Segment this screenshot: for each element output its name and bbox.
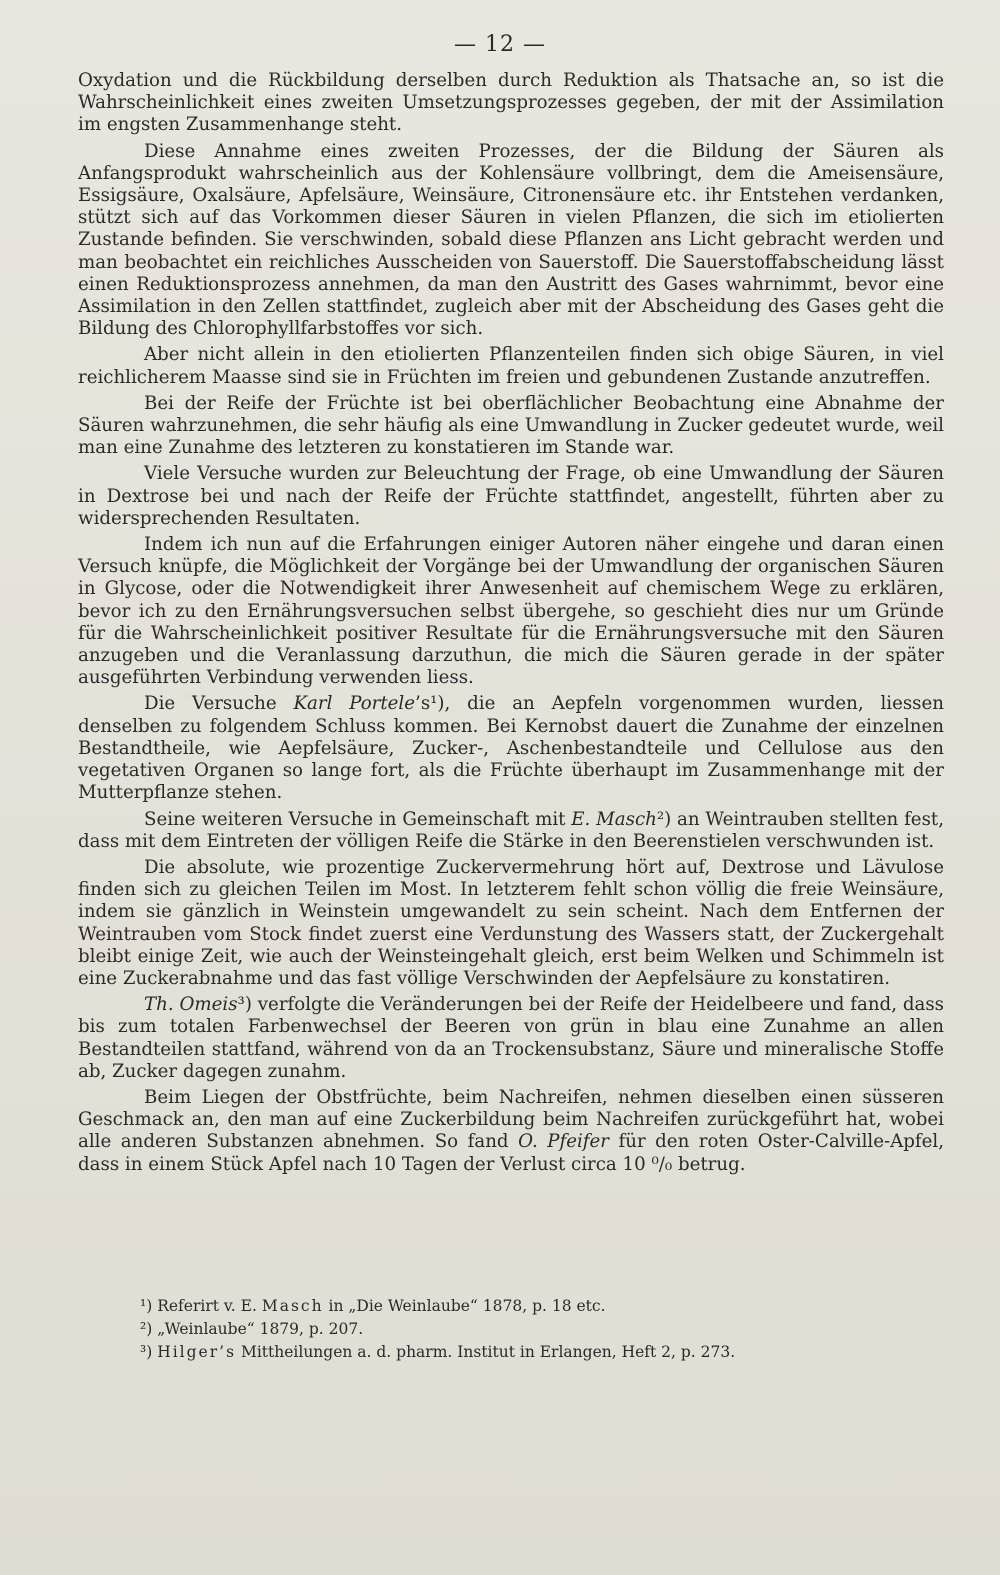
paragraph-9: Die absolute, wie prozentige Zuckervermehrung hört auf, Dextrose und Lävulose finden sich zu gleichen Teilen im Most. In letzterem fehlt schon völlig die freie Weinsäure, indem sie gänzlich in Weinstein umgewandelt zu sein scheint. Nach dem Entfernen der Weintrauben vom Stock findet zuerst eine Verdunstung des Wassers statt, der Zuckergehalt bleibt einige Zeit, wie auch der Weinsteingehalt gleich, erst beim Welken und Schimmeln ist eine Zuckerabnahme und das fast völlige Verschwinden der Aepfelsäure zu konstatiren. <box>78 856 944 989</box>
page-number: — 12 — <box>454 32 546 57</box>
paragraph-7: Die Versuche Karl Portele’s¹), die an Aepfeln vorgenommen wurden, liessen denselben zu folgendem Schluss kommen. Bei Kernobst dauert die Zunahme der einzelnen Bestandtheile, wie Aepfelsäure, Zucker-, Aschenbestandteile und Cellulose aus den vegetativen Organen so lange fort, als die Früchte überhaupt im Zusammenhange mit der Mutterpflanze stehen. <box>78 693 944 804</box>
paragraph-8: Seine weiteren Versuche in Gemeinschaft mit E. Masch²) an Weintrauben stellten fest, dass mit dem Eintreten der völligen Reife die Stärke in den Beerenstielen verschwunden ist. <box>78 808 944 852</box>
paragraph-5: Viele Versuche wurden zur Beleuchtung der Frage, ob eine Umwandlung der Säuren in Dextrose bei und nach der Reife der Früchte stattfindet, angestellt, führten aber zu widersprechenden Resultaten. <box>78 463 944 529</box>
author-name: Karl Portele <box>293 693 416 715</box>
paragraph-4: Bei der Reife der Früchte ist bei oberflächlicher Beobachtung eine Abnahme der Säuren wahrzunehmen, die sehr häufig als eine Umwandlung in Zucker gedeutet wurde, weil man eine Zunahme des letzteren zu konstatieren im Stande war. <box>78 392 944 459</box>
footnote-1: ¹) Referirt v. E. Masch in „Die Weinlaube“ 1878, p. 18 etc. <box>140 1297 606 1315</box>
footnotes <box>140 1295 900 1364</box>
paragraph-1: Oxydation und die Rückbildung derselben durch Reduktion als Thatsache an, so ist die Wahrscheinlichkeit eines zweiten Umsetzungsprozesses gegeben, der mit der Assimilation im engsten Zusammenhange steht. <box>78 70 944 136</box>
paragraph-2: Diese Annahme eines zweiten Prozesses, der die Bildung der Säuren als Anfangsprodukt wahrscheinlich aus der Kohlensäure vollbringt, dem die Ameisensäure, Essigsäure, Oxalsäure, Apfelsäure, Weinsäure, Citronensäure etc. ihr Entstehen verdanken, stützt sich auf das Vorkommen dieser Säuren in vielen Pflanzen, die sich im etiolierten Zustande befinden. Sie verschwinden, sobald diese Pflanzen ans Licht gebracht werden und man beobachtet ein reichliches Ausscheiden von Sauerstoff. Die Sauerstoffabscheidung lässt einen Reduktionsprozess annehmen, da man den Austritt des Gases wahrnimmt, bevor eine Assimilation in den Zellen stattfindet, zugleich aber mit der Abscheidung des Gases geht die Bildung des Chlorophyllfarbstoffes vor sich. <box>78 140 944 340</box>
paragraph-6: Indem ich nun auf die Erfahrungen einiger Autoren näher eingehe und daran einen Versuch knüpfe, die Möglichkeit der Vorgänge bei der Umwandlung der organischen Säuren in Glycose, oder die Notwendigkeit ihrer Anwesenheit auf chemischem Wege zu erklären, bevor ich zu den Ernährungsversuchen selbst übergehe, so geschieht dies nur um Gründe für die Wahrscheinlichkeit positiver Resultate für die Ernährungsversuche mit den Säuren anzugeben und die Veranlassung darzuthun, die mich die Säuren gerade in der später ausgeführten Verbindung verwenden liess. <box>78 534 944 689</box>
footnote-2: ²) „Weinlaube“ 1879, p. 207. <box>140 1320 364 1338</box>
author-name: O. Pfeifer <box>518 1131 609 1153</box>
paragraph-11: Beim Liegen der Obstfrüchte, beim Nachreifen, nehmen dieselben einen süsseren Geschmack an, den man auf eine Zuckerbildung beim Nachreifen zurückgeführt hat, wobei alle anderen Substanzen abnehmen. So fand O. Pfeifer für den roten Oster-Calville-Apfel, dass in einem Stück Apfel nach 10 Tagen der Verlust circa 10 ⁰/₀ betrug. <box>78 1086 944 1175</box>
author-name: E. Masch <box>571 808 657 830</box>
author-name: Th. Omeis <box>144 994 238 1016</box>
footnote-3: ³) Hilger’s Mittheilungen a. d. pharm. Institut in Erlangen, Heft 2, p. 273. <box>140 1343 736 1361</box>
paragraph-3: Aber nicht allein in den etiolierten Pflanzenteilen finden sich obige Säuren, in viel reichlicherem Maasse sind sie in Früchten im freien und gebundenen Zustande anzutreffen. <box>78 344 944 388</box>
body-text <box>78 70 944 1180</box>
paragraph-10: Th. Omeis³) verfolgte die Veränderungen bei der Reife der Heidelbeere und fand, dass bis zum totalen Farbenwechsel der Beeren von grün in blau eine Zunahme an allen Bestandteilen stattfand, während von da an Trockensubstanz, Säure und mineralische Stoffe ab, Zucker dagegen zunahm. <box>78 994 944 1082</box>
